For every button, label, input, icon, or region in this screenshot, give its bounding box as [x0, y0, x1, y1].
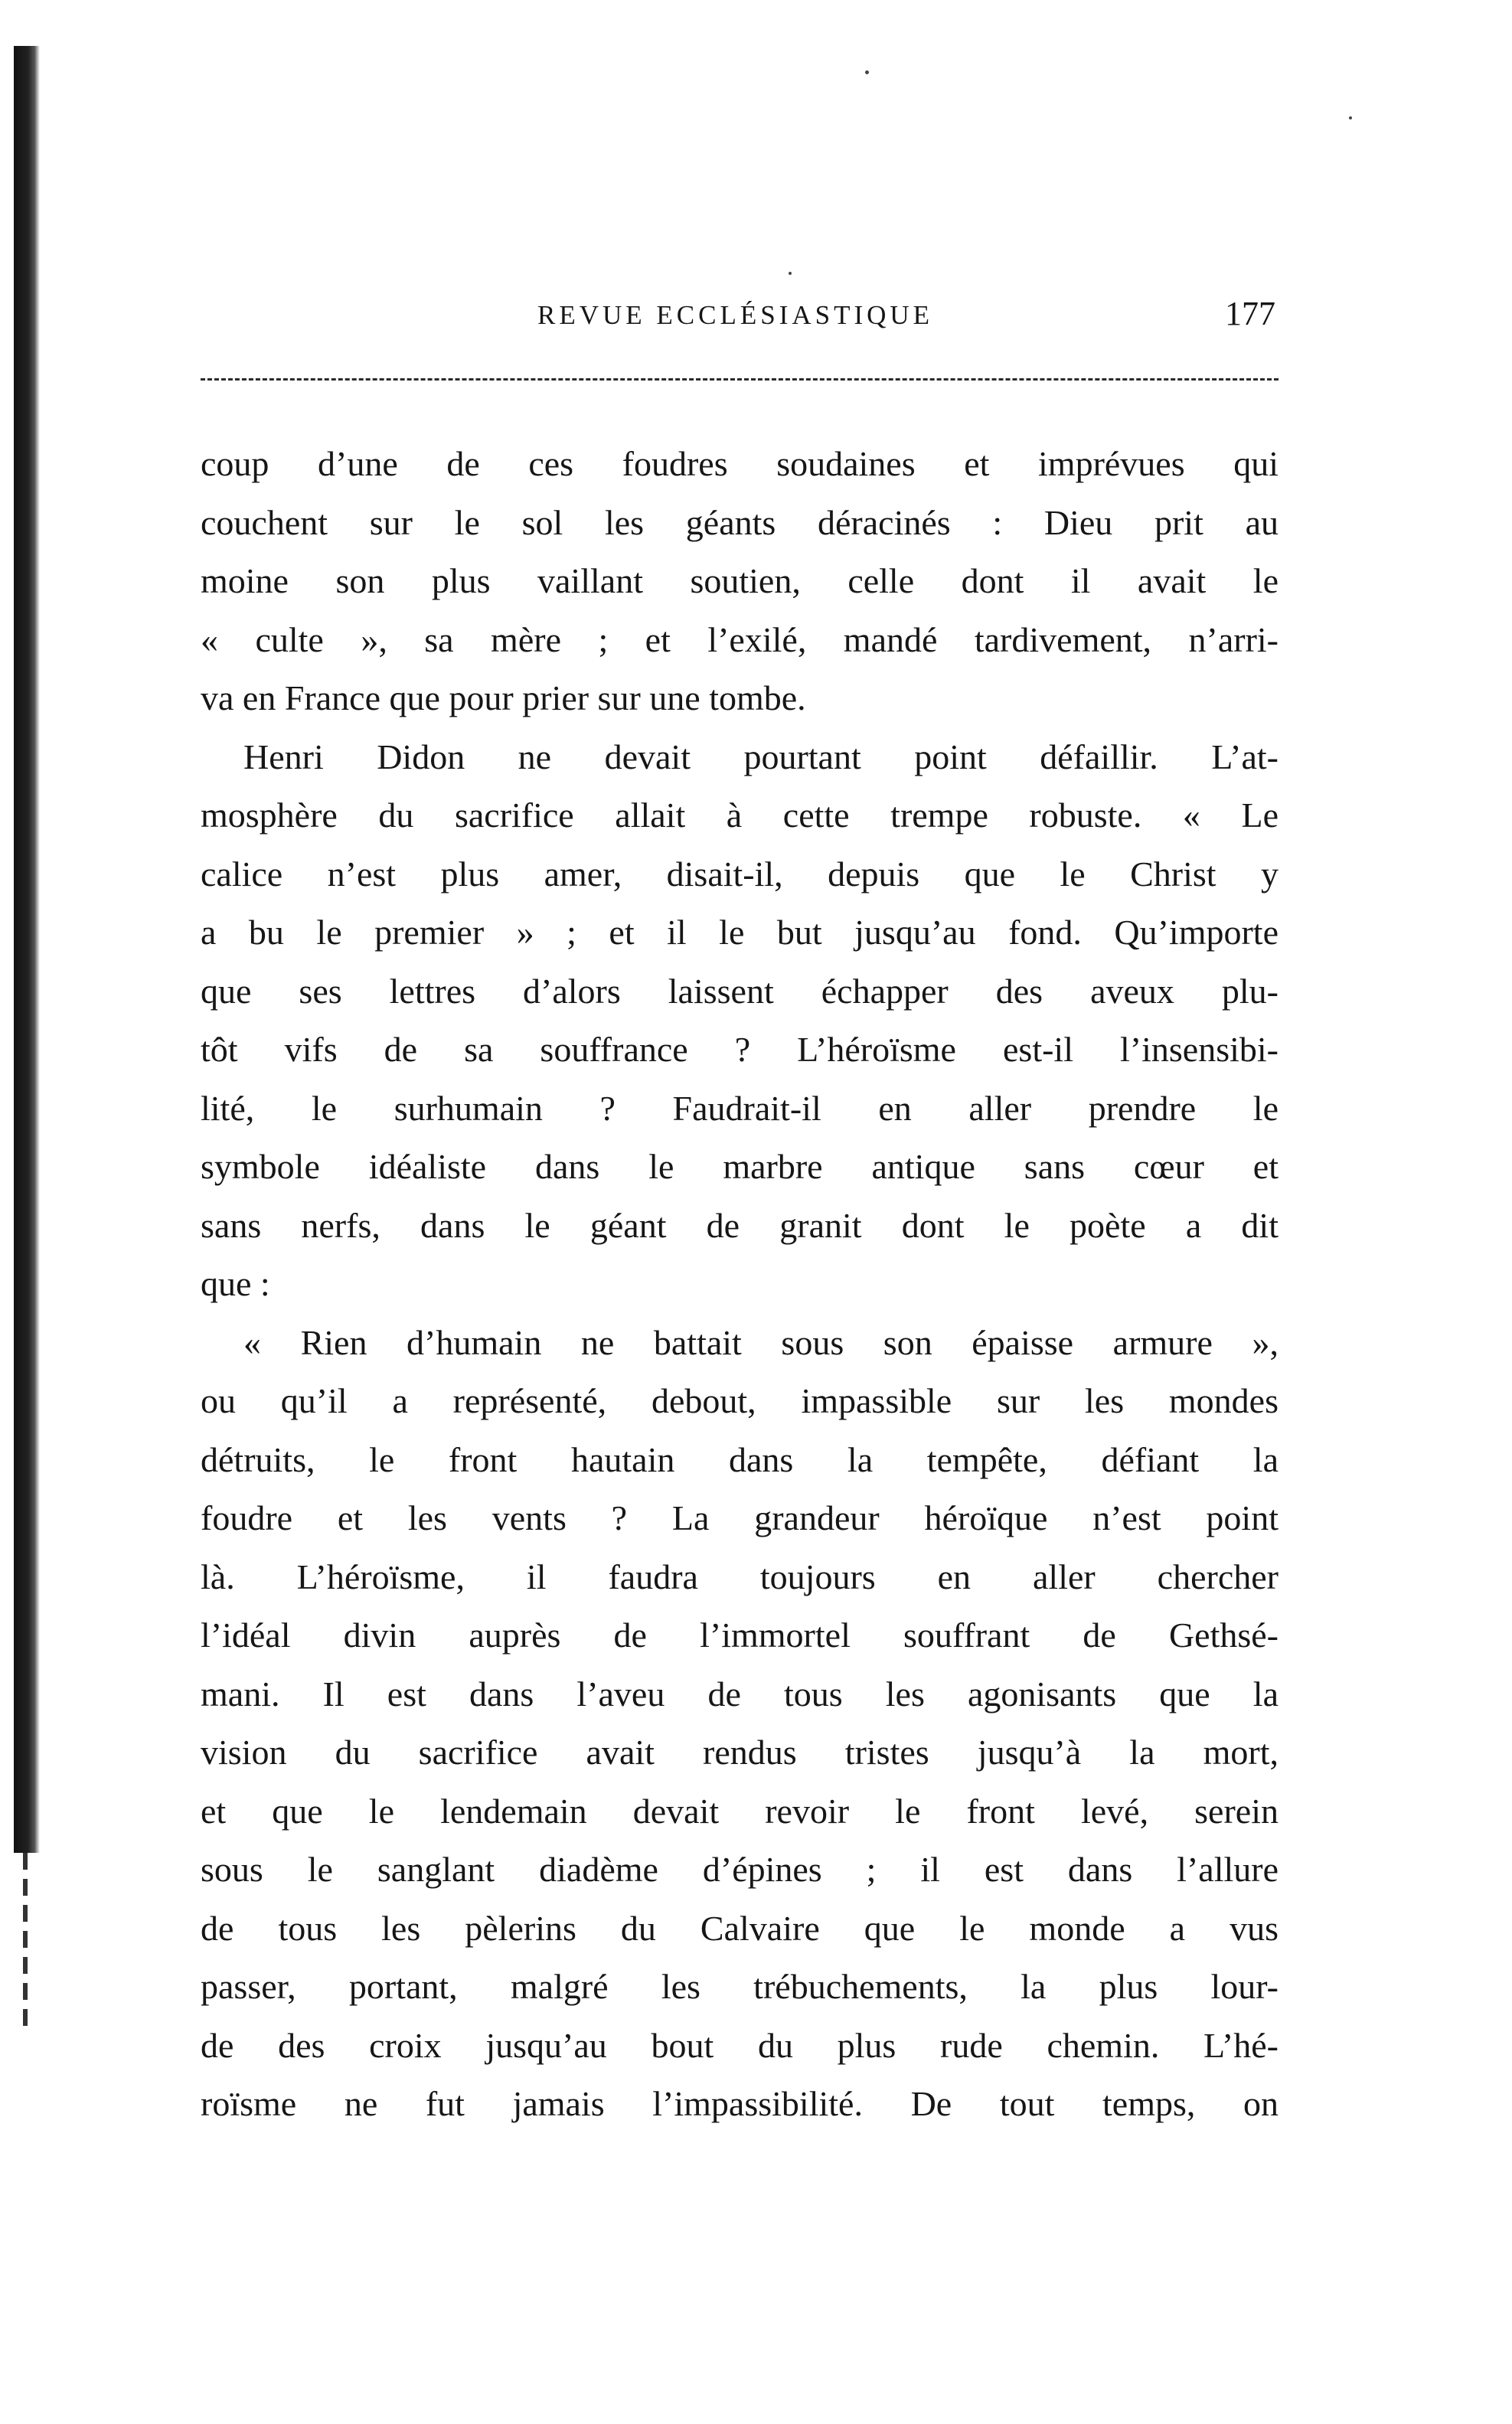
binding-edge-shadow: [14, 46, 40, 1853]
page-number: 177: [1225, 295, 1275, 332]
quotation-line: « Rien d’humain ne battait sous son épaisse armure »,: [243, 1322, 1279, 1362]
text-line: mosphère du sacrifice allait à cette trempe robuste. « Le: [201, 795, 1279, 835]
scan-speck: [1349, 116, 1352, 119]
text-line: ou qu’il a représenté, debout, impassible sur les mondes: [201, 1381, 1279, 1420]
paragraph-start-line: Henri Didon ne devait pourtant point défaillir. L’at-: [243, 737, 1279, 776]
text-line: symbole idéaliste dans le marbre antique sans cœur et: [201, 1147, 1279, 1186]
text-line: vision du sacrifice avait rendus tristes jusqu’à la mort,: [201, 1733, 1279, 1772]
binding-edge-tail: [23, 1853, 28, 2029]
scan-speck: [865, 70, 869, 74]
text-line: calice n’est plus amer, disait-il, depuis que le Christ y: [201, 854, 1279, 893]
text-line: sans nerfs, dans le géant de granit dont le poète a dit: [201, 1205, 1279, 1245]
text-line: foudre et les vents ? La grandeur héroïque n’est point: [201, 1498, 1279, 1537]
text-line: « culte », sa mère ; et l’exilé, mandé tardivement, n’arri-: [201, 619, 1279, 659]
text-line: et que le lendemain devait revoir le front levé, serein: [201, 1791, 1279, 1831]
text-line: moine son plus vaillant soutien, celle dont il avait le: [201, 561, 1279, 600]
text-line: lité, le surhumain ? Faudrait-il en aller prendre le: [201, 1088, 1279, 1128]
text-line: que :: [201, 1264, 270, 1303]
text-line: que ses lettres d’alors laissent échapper des aveux plu-: [201, 971, 1279, 1011]
running-title: REVUE ECCLÉSIASTIQUE: [537, 300, 934, 330]
text-line: roïsme ne fut jamais l’impassibilité. De tout temps, on: [201, 2084, 1279, 2123]
text-line: va en France que pour prier sur une tombe.: [201, 678, 806, 717]
scan-speck: [789, 272, 792, 275]
text-line: l’idéal divin auprès de l’immortel souffrant de Gethsé-: [201, 1615, 1279, 1655]
header-rule: [201, 378, 1279, 381]
text-line: de des croix jusqu’au bout du plus rude chemin. L’hé-: [201, 2025, 1279, 2065]
text-line: couchent sur le sol les géants déracinés : Dieu prit au: [201, 502, 1279, 542]
running-head: [201, 294, 1279, 340]
text-line: coup d’une de ces foudres soudaines et imprévues qui: [201, 444, 1279, 483]
text-line: a bu le premier » ; et il le but jusqu’au fond. Qu’importe: [201, 913, 1279, 952]
text-line: mani. Il est dans l’aveu de tous les agonisants que la: [201, 1674, 1279, 1713]
text-line: tôt vifs de sa souffrance ? L’héroïsme est-il l’insensibi-: [201, 1030, 1279, 1069]
text-line: détruits, le front hautain dans la tempête, défiant la: [201, 1439, 1279, 1479]
text-line: passer, portant, malgré les trébuchements, la plus lour-: [201, 1967, 1279, 2006]
text-line: sous le sanglant diadème d’épines ; il est dans l’allure: [201, 1850, 1279, 1889]
body-text: [201, 435, 1279, 2134]
text-line: de tous les pèlerins du Calvaire que le monde a vus: [201, 1908, 1279, 1948]
text-line: là. L’héroïsme, il faudra toujours en aller chercher: [201, 1557, 1279, 1596]
